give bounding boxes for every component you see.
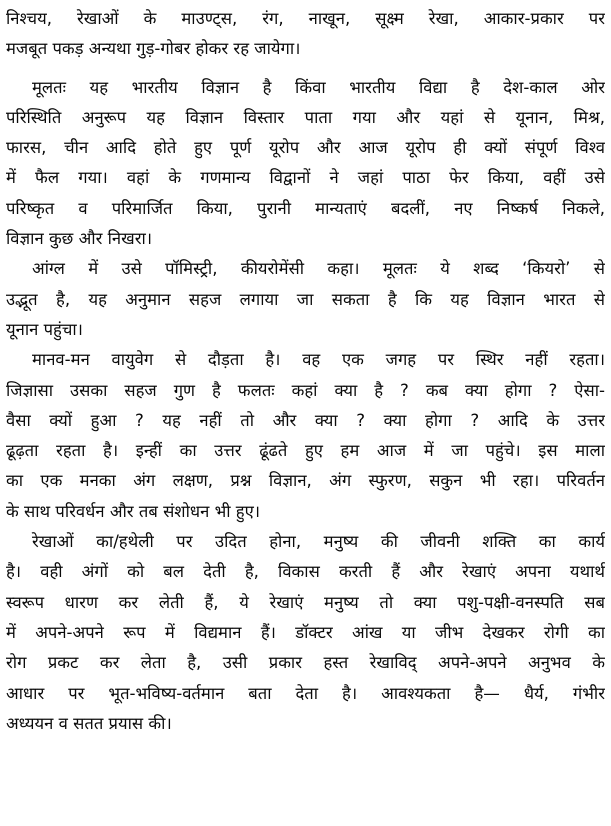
text-line: निश्चय, रेखाओं के माउण्ट्स, रंग, नाखून, सूक्ष्म रेखा, आकार-प्रकार पर xyxy=(6,9,605,28)
text-line: अध्ययन व सतत प्रयास की। xyxy=(6,713,172,733)
text-line: मजबूत पकड़ अन्यथा गुड़-गोबर होकर रह जायेगा। xyxy=(6,39,301,59)
paragraph xyxy=(6,4,605,65)
text-line: का एक मनका अंग लक्षण, प्रश्न विज्ञान, अंग स्फुरण, सकुन भी रहा। परिवर्तन xyxy=(6,471,605,491)
text-line: रोग प्रकट कर लेता है, उसी प्रकार हस्त रेखाविद् अपने-अपने अनुभव के xyxy=(6,653,605,673)
text-line: मानव-मन वायुवेग से दौड़ता है। वह एक जगह पर स्थिर नहीं रहता। xyxy=(32,350,605,370)
text-line: उद्भूत है, यह अनुमान सहज लगाया जा सकता है कि यह विज्ञान भारत से xyxy=(6,289,605,309)
text-line: में अपने-अपने रूप में विद्यमान हैं। डॉक्टर आंख या जीभ देखकर रोगी का xyxy=(6,622,605,642)
text-line: परिस्थिति अनुरूप यह विज्ञान विस्तार पाता गया और यहां से यूनान, मिश्र, xyxy=(6,107,605,127)
paragraph xyxy=(6,527,605,739)
paragraph-gap xyxy=(6,65,605,73)
text-line: में फैल गया। वहां के गणमान्य विद्वानों ने जहां पाठा फेर किया, वहीं उसे xyxy=(6,168,605,188)
text-line: फारस, चीन आदि होते हुए पूर्ण यूरोप और आज यूरोप ही क्यों संपूर्ण विश्व xyxy=(6,138,605,158)
text-line: परिष्कृत व परिमार्जित किया, पुरानी मान्यताएं बदलीं, नए निष्कर्ष निकले, xyxy=(6,198,605,218)
text-line: रेखाओं का/हथेली पर उदित होना, मनुष्य की जीवनी शक्ति का कार्य xyxy=(32,532,605,552)
paragraph xyxy=(6,254,605,345)
text-line: विज्ञान कुछ और निखरा। xyxy=(6,229,153,249)
text-line: वैसा क्यों हुआ ? यह नहीं तो और क्या ? क्या होगा ? आदि के उत्तर xyxy=(6,410,605,430)
text-line: के साथ परिवर्धन और तब संशोधन भी हुए। xyxy=(6,501,261,521)
text-line: आंग्ल में उसे पॉमिस्ट्री, कीयरोमेंसी कहा। मूलतः ये शब्द ‘कियरो’ से xyxy=(32,259,605,279)
text-line: जिज्ञासा उसका सहज गुण है फलतः कहां क्या है ? कब क्या होगा ? ऐसा- xyxy=(6,380,605,400)
text-line: स्वरूप धारण कर लेती हैं, ये रेखाएं मनुष्य तो क्या पशु-पक्षी-वनस्पति सब xyxy=(6,592,605,612)
paragraph xyxy=(6,345,605,527)
text-line: आधार पर भूत-भविष्य-वर्तमान बता देता है। आवश्यकता है— धैर्य, गंभीर xyxy=(6,683,605,703)
paragraph xyxy=(6,73,605,255)
text-line: ढूढ़ता रहता है। इन्हीं का उत्तर ढूंढते हुए हम आज में जा पहुंचे। इस माला xyxy=(6,441,605,461)
text-line: है। वही अंगों को बल देती है, विकास करती हैं और रेखाएं अपना यथार्थ xyxy=(6,562,605,582)
text-line: मूलतः यह भारतीय विज्ञान है किंवा भारतीय विद्या है देश-काल ओर xyxy=(32,77,605,97)
text-line: यूनान पहुंचा। xyxy=(6,319,83,339)
